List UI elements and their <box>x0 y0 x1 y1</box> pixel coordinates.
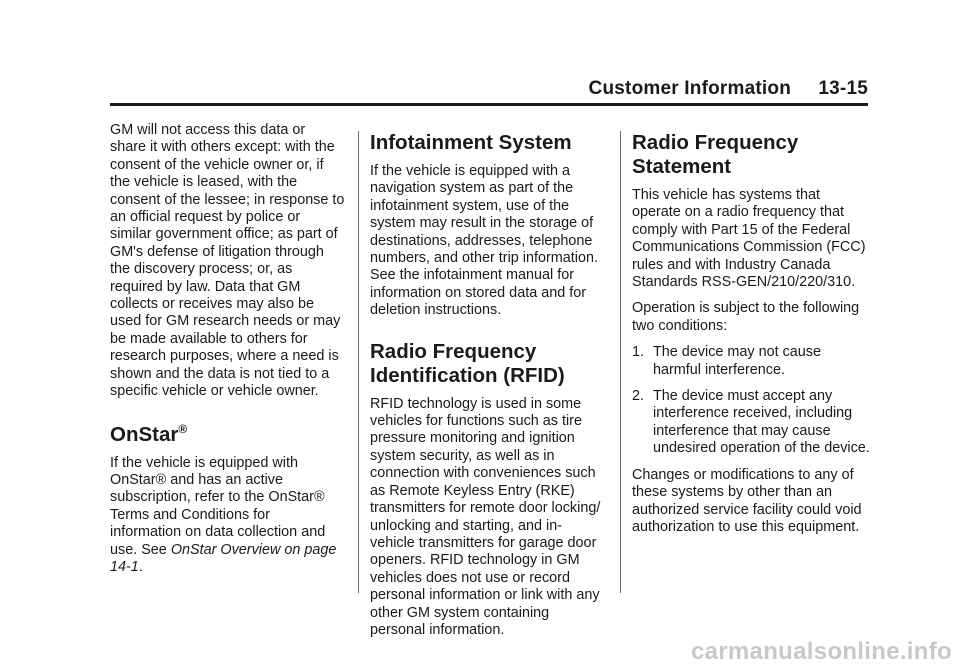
infotainment-paragraph: If the vehicle is equipped with a navigation system as part of the infotainment system, use of the system may result in the storage of destinations, addresses, telephone numbers, and other trip information. See the infotainment manual for information on stored data and for deletion instructions. <box>370 163 598 319</box>
watermark: carmanualsonline.info <box>690 638 952 665</box>
radio-frequency-heading: Radio Frequency Statement <box>632 131 799 178</box>
rf-paragraph-3: Changes or modifications to any of these systems by other than an authorized service facility could void authorization to use this equipment. <box>632 466 862 535</box>
onstar-overview-link[interactable]: OnStar Overview on page 14-1 <box>110 541 337 575</box>
list-item <box>632 388 872 458</box>
onstar-heading-text: OnStar <box>110 422 179 446</box>
rf-paragraph-2: Operation is subject to the following two conditions: <box>632 300 860 334</box>
column-divider-2 <box>620 131 621 593</box>
rf-paragraph-1: This vehicle has systems that operate on a radio frequency that comply with Part 15 of the Federal Communications Commission (FCC) rules and with Industry Canada Standards RSS-GEN/210/220/310. <box>632 187 866 291</box>
onstar-paragraph <box>110 455 345 577</box>
rfid-heading: Radio Frequency Identification (RFID) <box>370 339 565 387</box>
registered-mark: ® <box>178 421 188 436</box>
column-2 <box>370 131 606 648</box>
onstar-end: . <box>138 558 143 575</box>
column-divider-1 <box>358 131 359 593</box>
column-3 <box>632 131 872 545</box>
list-item-number: 1. <box>632 344 645 361</box>
infotainment-heading: Infotainment System <box>370 131 572 154</box>
conditions-list <box>632 344 872 457</box>
list-item <box>632 344 872 379</box>
gm-data-paragraph: GM will not access this data or share it with others except: with the consent of the vehicle owner or, if the vehicle is leased, with the consent of the lessee; in response to an official request by police or similar government office; as part of GM's defense of litigation through the discovery process; or, as required by law. Data that GM collects or receives may also be used for GM research needs or may be made available to others for research purposes, where a need is shown and the data is not tied to a specific vehicle or vehicle owner. <box>110 122 345 400</box>
rfid-paragraph: RFID technology is used in some vehicles for functions such as tire pressure monitoring and ignition system security, as well as in connection with conveniences such as Remote Keyless Entry (RKE) transmitters for remote door locking/ unlocking and starting, and in-vehicle transmitters for garage door openers. RFID technology in GM vehicles does not use or record personal information or link with any other GM system containing personal information. <box>370 395 601 638</box>
list-item-number: 2. <box>632 388 645 405</box>
page-title: Customer Information 13-15 <box>588 78 868 99</box>
column-1 <box>110 122 345 585</box>
page-header <box>110 78 868 106</box>
onstar-text: If the vehicle is equipped with OnStar® and has an active subscription, refer to the OnStar® Terms and Conditions for information on data collection and use. See <box>110 454 326 558</box>
list-item-text: The device must accept any interference received, including interference that may cause undesired operation of the device. <box>653 388 870 457</box>
list-item-text: The device may not cause harmful interference. <box>653 344 821 378</box>
header-rule <box>110 103 868 106</box>
onstar-heading <box>110 423 345 447</box>
